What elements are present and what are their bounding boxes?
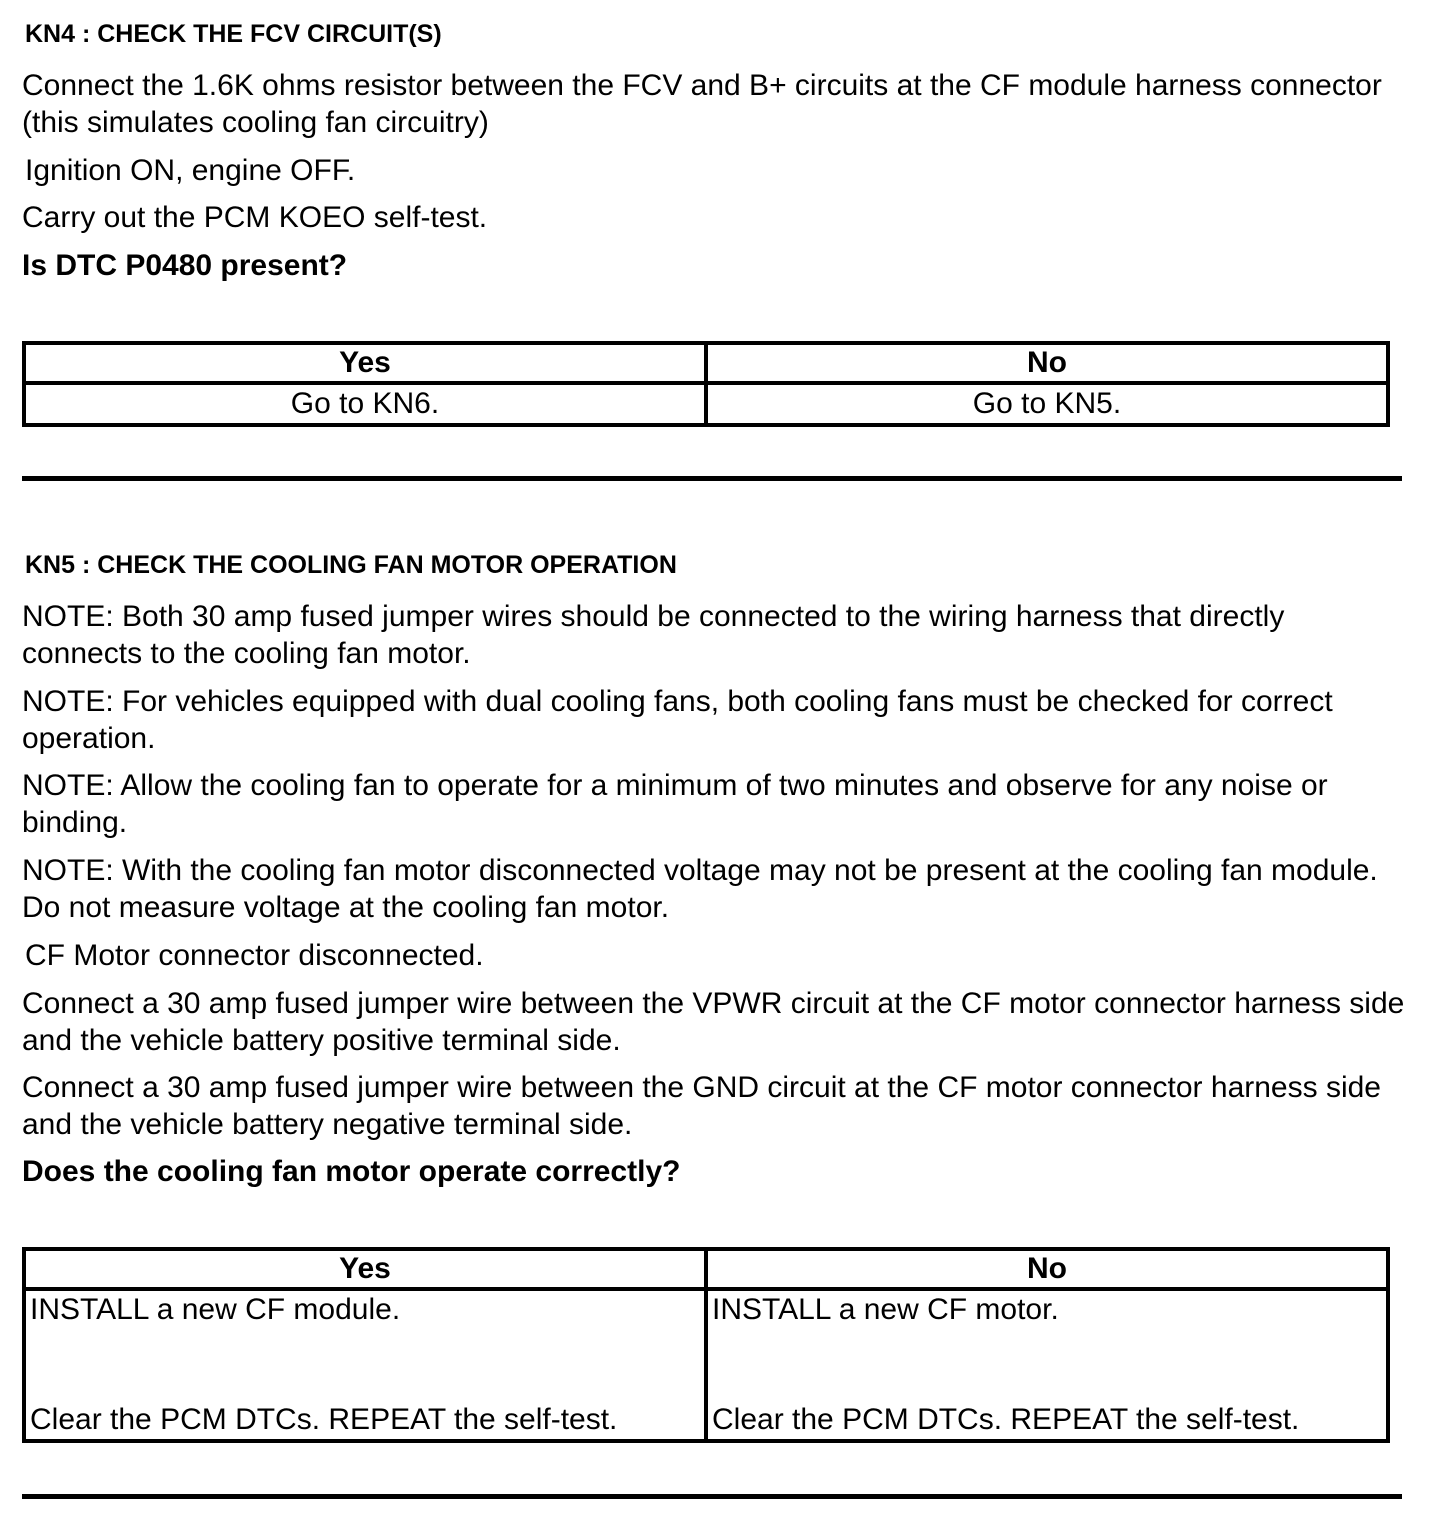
table-row — [24, 383, 1388, 425]
kn5-question: Does the cooling fan motor operate correctly? — [22, 1155, 681, 1188]
kn5-result-table — [22, 1247, 1390, 1443]
no-action: Go to KN5. — [706, 383, 1388, 425]
kn5-step-2: Connect a 30 amp fused jumper wire between the VPWR circuit at the CF motor connector harness side and the vehicle battery positive terminal side. — [22, 987, 1405, 1057]
kn5-step-1: CF Motor connector disconnected. — [25, 939, 484, 972]
yes-action: Go to KN6. — [24, 383, 706, 425]
section-divider — [22, 476, 1402, 481]
table-row — [24, 1289, 1388, 1441]
yes-header: Yes — [24, 343, 706, 383]
kn4-step-2: Ignition ON, engine OFF. — [25, 154, 356, 187]
yes-action-install: INSTALL a new CF module. — [30, 1293, 401, 1326]
kn5-note-3: NOTE: Allow the cooling fan to operate for a minimum of two minutes and observe for any noise or binding. — [22, 769, 1328, 839]
kn5-step-3: Connect a 30 amp fused jumper wire between the GND circuit at the CF motor connector harness side and the vehicle battery negative terminal side. — [22, 1071, 1381, 1141]
kn5-note-2: NOTE: For vehicles equipped with dual cooling fans, both cooling fans must be checked for correct operation. — [22, 685, 1333, 755]
section-divider — [22, 1494, 1402, 1499]
table-header-row — [24, 1249, 1388, 1289]
kn4-heading: KN4 : CHECK THE FCV CIRCUIT(S) — [25, 20, 442, 48]
kn4-step-3: Carry out the PCM KOEO self-test. — [22, 201, 488, 234]
yes-header: Yes — [24, 1249, 706, 1289]
kn5-heading: KN5 : CHECK THE COOLING FAN MOTOR OPERATION — [25, 551, 677, 579]
table-header-row — [24, 343, 1388, 383]
no-header: No — [706, 1249, 1388, 1289]
no-action-cell — [706, 1289, 1388, 1441]
kn4-step-1: Connect the 1.6K ohms resistor between the FCV and B+ circuits at the CF module harness connector (this simulates cooling fan circuitry) — [22, 69, 1382, 139]
no-header: No — [706, 343, 1388, 383]
yes-action-clear: Clear the PCM DTCs. REPEAT the self-test. — [30, 1403, 618, 1436]
no-action-install: INSTALL a new CF motor. — [712, 1293, 1059, 1326]
kn4-question: Is DTC P0480 present? — [22, 249, 348, 282]
kn4-result-table — [22, 341, 1390, 427]
kn5-note-1: NOTE: Both 30 amp fused jumper wires should be connected to the wiring harness that directly connects to the cooling fan motor. — [22, 600, 1285, 670]
no-action-clear: Clear the PCM DTCs. REPEAT the self-test. — [712, 1403, 1300, 1436]
yes-action-cell — [24, 1289, 706, 1441]
kn5-note-4: NOTE: With the cooling fan motor disconnected voltage may not be present at the cooling fan module. Do not measure voltage at the cooling fan motor. — [22, 854, 1378, 924]
